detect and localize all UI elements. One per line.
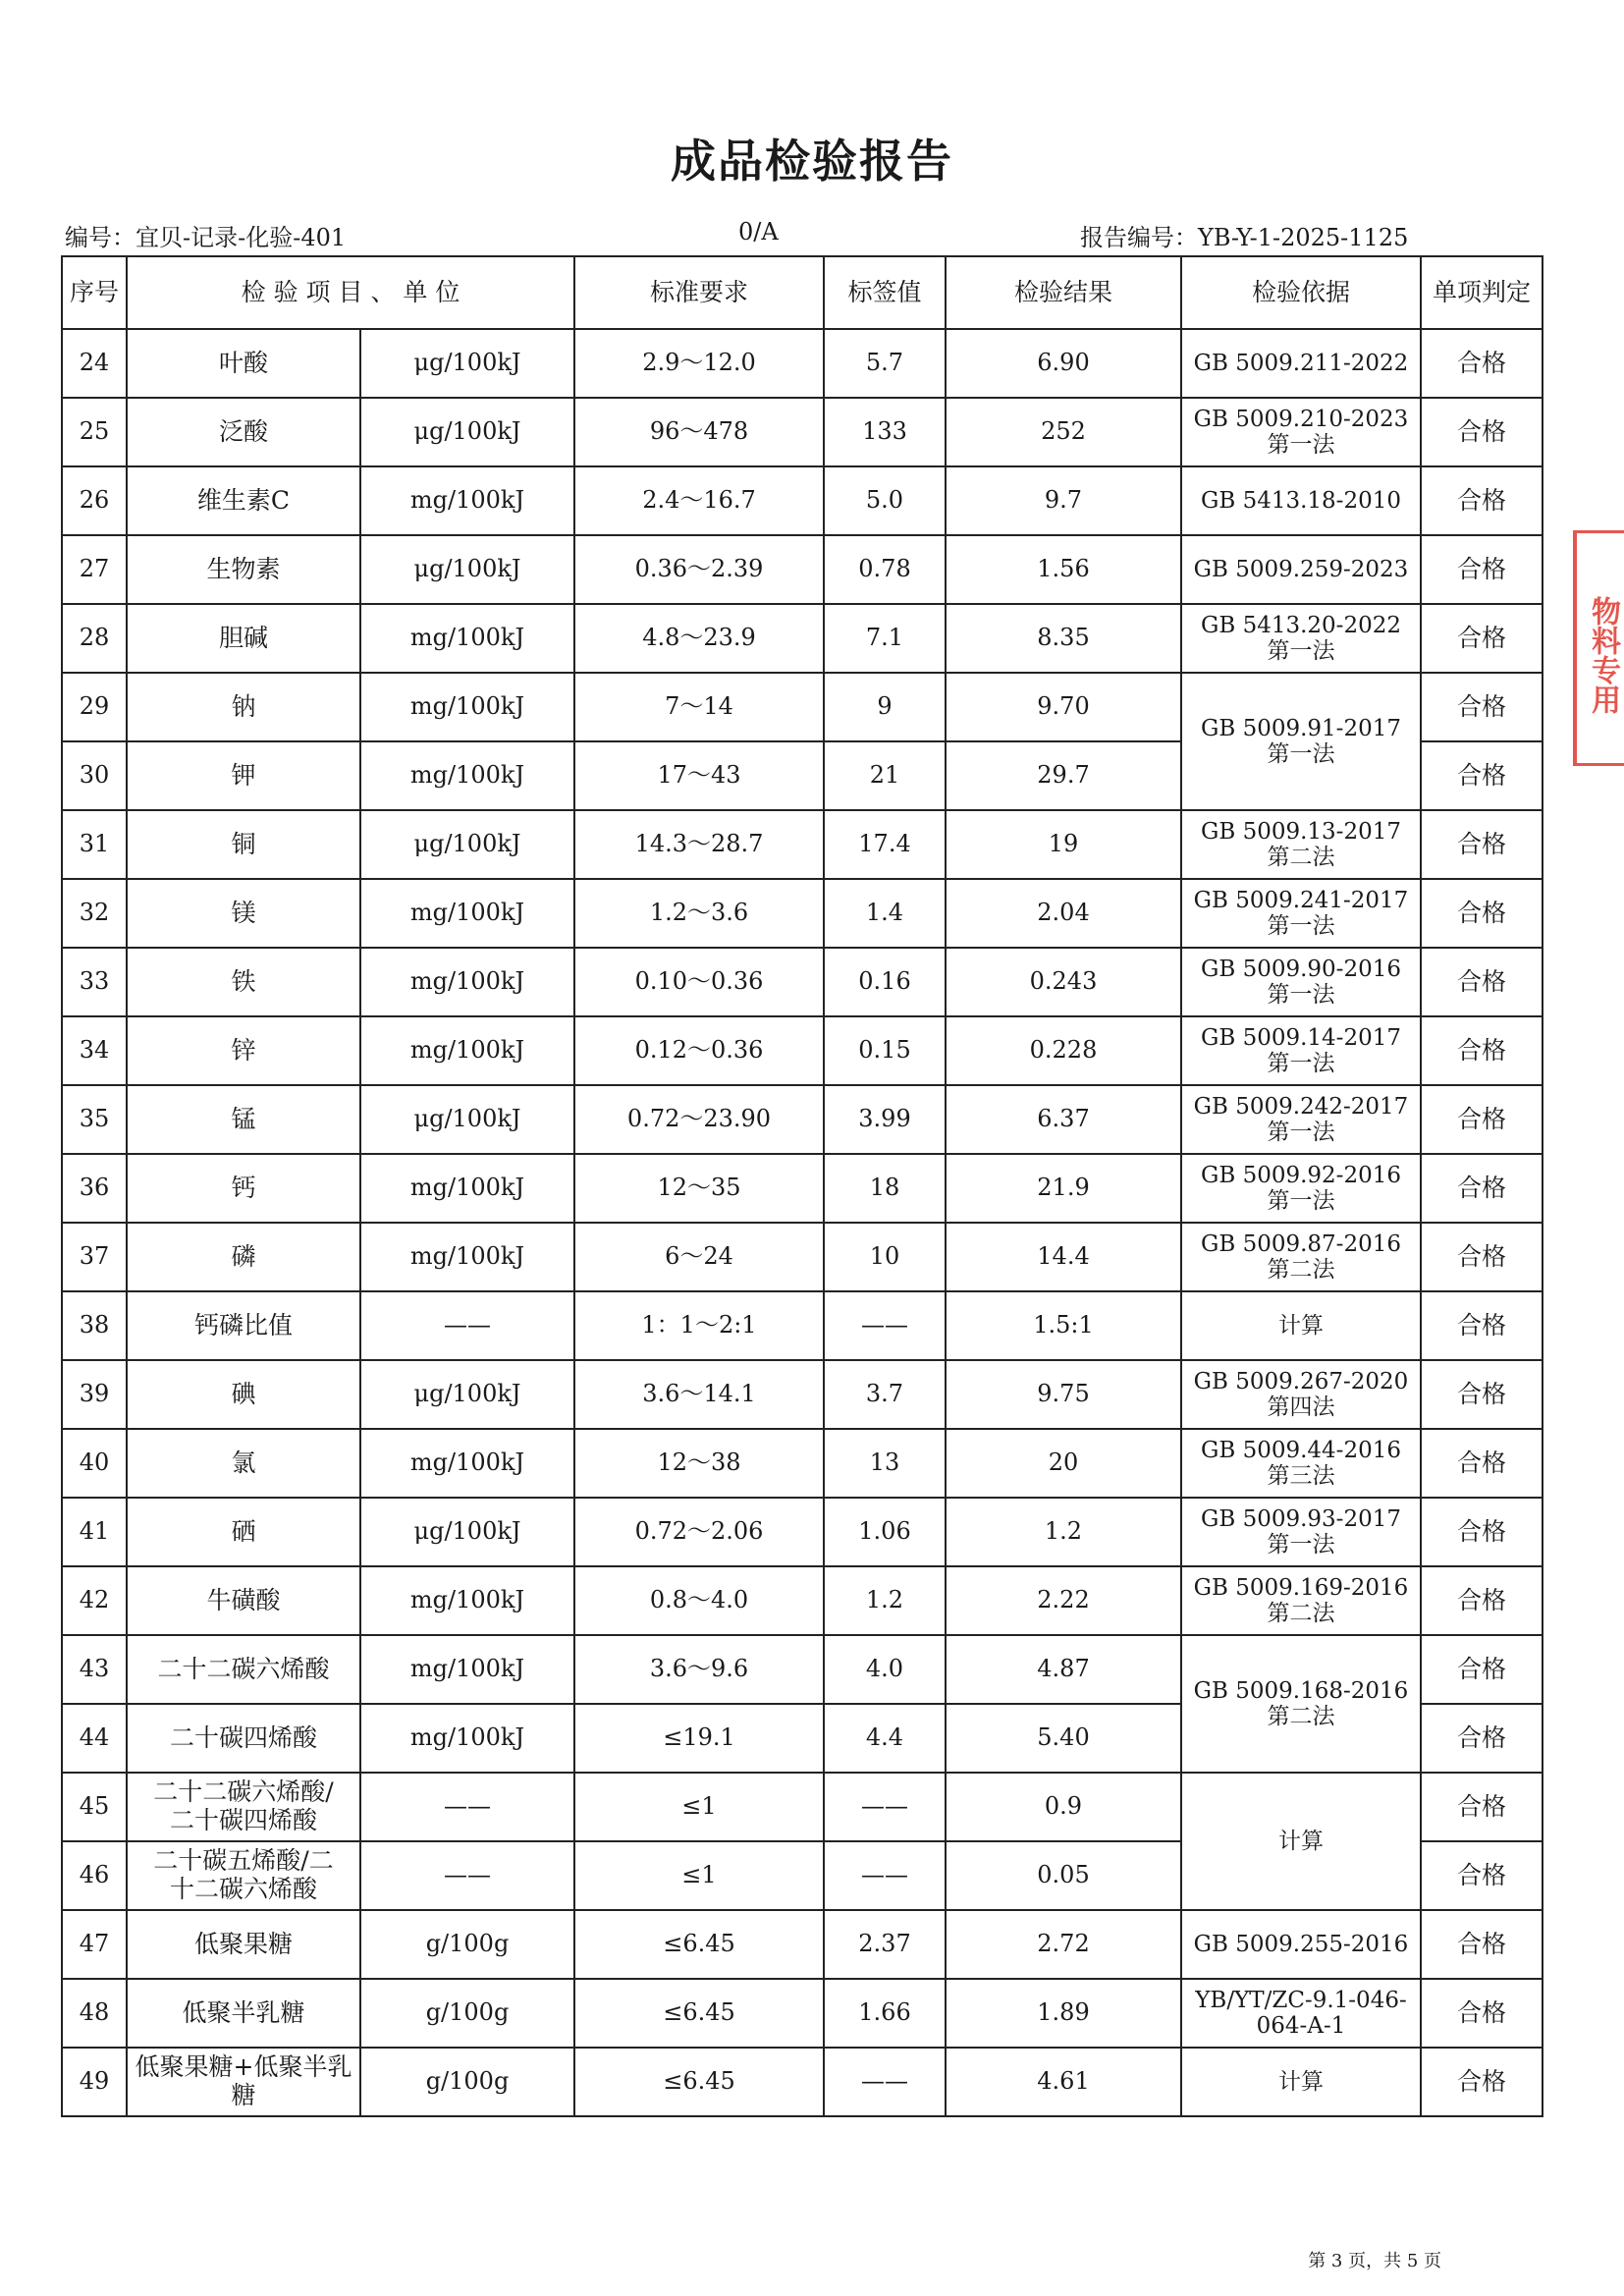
standard-requirement: 0.8～4.0 bbox=[574, 1566, 824, 1635]
table-row bbox=[62, 673, 1543, 741]
standard-requirement: 1.2～3.6 bbox=[574, 879, 824, 948]
item-name: 磷 bbox=[127, 1223, 360, 1291]
item-unit: μg/100kJ bbox=[360, 1085, 574, 1154]
verdict-cell: 合格 bbox=[1421, 1154, 1543, 1223]
item-unit: mg/100kJ bbox=[360, 1704, 574, 1773]
test-basis: GB 5413.20-2022 第一法 bbox=[1181, 604, 1421, 673]
item-name: 铁 bbox=[127, 948, 360, 1016]
verdict-cell: 合格 bbox=[1421, 1979, 1543, 2048]
item-unit: μg/100kJ bbox=[360, 398, 574, 466]
row-number: 44 bbox=[62, 1704, 127, 1773]
material-stamp: 物料专用 bbox=[1573, 530, 1624, 766]
item-name: 低聚半乳糖 bbox=[127, 1979, 360, 2048]
table-row bbox=[62, 398, 1543, 466]
label-value: 18 bbox=[824, 1154, 946, 1223]
test-result: 1.56 bbox=[946, 535, 1181, 604]
test-basis: GB 5009.92-2016 第一法 bbox=[1181, 1154, 1421, 1223]
test-basis: 计算 bbox=[1181, 1773, 1421, 1910]
table-row bbox=[62, 1979, 1543, 2048]
item-name: 维生素C bbox=[127, 466, 360, 535]
header-verdict: 单项判定 bbox=[1421, 256, 1543, 329]
test-basis: GB 5009.91-2017 第一法 bbox=[1181, 673, 1421, 810]
item-name: 二十碳五烯酸/二 十二碳六烯酸 bbox=[127, 1841, 360, 1910]
item-name: 镁 bbox=[127, 879, 360, 948]
test-basis: GB 5009.255-2016 bbox=[1181, 1910, 1421, 1979]
label-value: 1.2 bbox=[824, 1566, 946, 1635]
verdict-cell: 合格 bbox=[1421, 810, 1543, 879]
item-unit: μg/100kJ bbox=[360, 810, 574, 879]
label-value: —— bbox=[824, 2048, 946, 2116]
standard-requirement: 0.72～2.06 bbox=[574, 1498, 824, 1566]
test-result: 252 bbox=[946, 398, 1181, 466]
test-result: 14.4 bbox=[946, 1223, 1181, 1291]
row-number: 30 bbox=[62, 741, 127, 810]
row-number: 32 bbox=[62, 879, 127, 948]
test-basis: GB 5009.267-2020 第四法 bbox=[1181, 1360, 1421, 1429]
table-row bbox=[62, 329, 1543, 398]
test-result: 0.05 bbox=[946, 1841, 1181, 1910]
label-value: 3.7 bbox=[824, 1360, 946, 1429]
standard-requirement: 2.4～16.7 bbox=[574, 466, 824, 535]
test-result: 6.90 bbox=[946, 329, 1181, 398]
item-unit: μg/100kJ bbox=[360, 1360, 574, 1429]
verdict-cell: 合格 bbox=[1421, 1841, 1543, 1910]
standard-requirement: 4.8～23.9 bbox=[574, 604, 824, 673]
row-number: 36 bbox=[62, 1154, 127, 1223]
standard-requirement: ≤6.45 bbox=[574, 1910, 824, 1979]
label-value: 9 bbox=[824, 673, 946, 741]
test-result: 1.89 bbox=[946, 1979, 1181, 2048]
label-value: —— bbox=[824, 1773, 946, 1841]
row-number: 38 bbox=[62, 1291, 127, 1360]
test-result: 0.243 bbox=[946, 948, 1181, 1016]
item-name: 钾 bbox=[127, 741, 360, 810]
item-name: 二十二碳六烯酸/ 二十碳四烯酸 bbox=[127, 1773, 360, 1841]
test-basis: GB 5009.13-2017 第二法 bbox=[1181, 810, 1421, 879]
standard-requirement: 0.10～0.36 bbox=[574, 948, 824, 1016]
verdict-cell: 合格 bbox=[1421, 1429, 1543, 1498]
row-number: 47 bbox=[62, 1910, 127, 1979]
test-result: 6.37 bbox=[946, 1085, 1181, 1154]
label-value: 0.16 bbox=[824, 948, 946, 1016]
page-number: 第 3 页，共 5 页 bbox=[1308, 2251, 1441, 2271]
item-unit: g/100g bbox=[360, 2048, 574, 2116]
table-header-row bbox=[62, 256, 1543, 329]
verdict-cell: 合格 bbox=[1421, 741, 1543, 810]
report-number: 报告编号：YB-Y-1-2025-1125 bbox=[1080, 224, 1409, 251]
row-number: 33 bbox=[62, 948, 127, 1016]
verdict-cell: 合格 bbox=[1421, 604, 1543, 673]
header-label-value: 标签值 bbox=[824, 256, 946, 329]
row-number: 35 bbox=[62, 1085, 127, 1154]
item-unit: mg/100kJ bbox=[360, 879, 574, 948]
standard-requirement: ≤1 bbox=[574, 1773, 824, 1841]
record-number: 编号：宜贝-记录-化验-401 bbox=[65, 224, 347, 251]
header-no: 序号 bbox=[62, 256, 127, 329]
standard-requirement: 12～35 bbox=[574, 1154, 824, 1223]
label-value: 17.4 bbox=[824, 810, 946, 879]
standard-requirement: ≤6.45 bbox=[574, 1979, 824, 2048]
test-result: 1.5:1 bbox=[946, 1291, 1181, 1360]
verdict-cell: 合格 bbox=[1421, 948, 1543, 1016]
item-name: 泛酸 bbox=[127, 398, 360, 466]
table-row bbox=[62, 948, 1543, 1016]
standard-requirement: 96～478 bbox=[574, 398, 824, 466]
row-number: 25 bbox=[62, 398, 127, 466]
test-basis: GB 5009.87-2016 第二法 bbox=[1181, 1223, 1421, 1291]
verdict-cell: 合格 bbox=[1421, 1566, 1543, 1635]
row-number: 28 bbox=[62, 604, 127, 673]
test-result: 0.228 bbox=[946, 1016, 1181, 1085]
test-basis: GB 5009.211-2022 bbox=[1181, 329, 1421, 398]
table-row bbox=[62, 1085, 1543, 1154]
label-value: 5.7 bbox=[824, 329, 946, 398]
row-number: 26 bbox=[62, 466, 127, 535]
standard-requirement: 12～38 bbox=[574, 1429, 824, 1498]
label-value: 5.0 bbox=[824, 466, 946, 535]
row-number: 46 bbox=[62, 1841, 127, 1910]
item-unit: mg/100kJ bbox=[360, 1429, 574, 1498]
row-number: 29 bbox=[62, 673, 127, 741]
standard-requirement: 14.3～28.7 bbox=[574, 810, 824, 879]
test-basis: GB 5009.169-2016 第二法 bbox=[1181, 1566, 1421, 1635]
header-item-unit: 检 验 项 目 、 单 位 bbox=[127, 256, 574, 329]
table-row bbox=[62, 466, 1543, 535]
row-number: 27 bbox=[62, 535, 127, 604]
label-value: 4.4 bbox=[824, 1704, 946, 1773]
standard-requirement: 0.36～2.39 bbox=[574, 535, 824, 604]
test-result: 2.04 bbox=[946, 879, 1181, 948]
inspection-table bbox=[61, 255, 1543, 2117]
standard-requirement: 1：1～2:1 bbox=[574, 1291, 824, 1360]
standard-requirement: 0.72～23.90 bbox=[574, 1085, 824, 1154]
label-value: 1.66 bbox=[824, 1979, 946, 2048]
table-row bbox=[62, 1773, 1543, 1841]
row-number: 41 bbox=[62, 1498, 127, 1566]
label-value: 1.4 bbox=[824, 879, 946, 948]
standard-requirement: ≤19.1 bbox=[574, 1704, 824, 1773]
item-unit: mg/100kJ bbox=[360, 948, 574, 1016]
item-unit: mg/100kJ bbox=[360, 741, 574, 810]
item-unit: —— bbox=[360, 1773, 574, 1841]
item-unit: g/100g bbox=[360, 1979, 574, 2048]
verdict-cell: 合格 bbox=[1421, 466, 1543, 535]
item-unit: g/100g bbox=[360, 1910, 574, 1979]
row-number: 43 bbox=[62, 1635, 127, 1704]
table-row bbox=[62, 1498, 1543, 1566]
item-name: 硒 bbox=[127, 1498, 360, 1566]
item-unit: μg/100kJ bbox=[360, 535, 574, 604]
item-unit: mg/100kJ bbox=[360, 1635, 574, 1704]
test-result: 2.22 bbox=[946, 1566, 1181, 1635]
item-name: 生物素 bbox=[127, 535, 360, 604]
label-value: 7.1 bbox=[824, 604, 946, 673]
row-number: 37 bbox=[62, 1223, 127, 1291]
item-name: 低聚果糖 bbox=[127, 1910, 360, 1979]
standard-requirement: 7～14 bbox=[574, 673, 824, 741]
test-result: 4.87 bbox=[946, 1635, 1181, 1704]
row-number: 42 bbox=[62, 1566, 127, 1635]
table-row bbox=[62, 1016, 1543, 1085]
verdict-cell: 合格 bbox=[1421, 1635, 1543, 1704]
test-result: 19 bbox=[946, 810, 1181, 879]
item-unit: mg/100kJ bbox=[360, 1016, 574, 1085]
item-unit: mg/100kJ bbox=[360, 1566, 574, 1635]
item-unit: mg/100kJ bbox=[360, 1154, 574, 1223]
label-value: —— bbox=[824, 1291, 946, 1360]
table-row bbox=[62, 535, 1543, 604]
header-result: 检验结果 bbox=[946, 256, 1181, 329]
row-number: 45 bbox=[62, 1773, 127, 1841]
table-row bbox=[62, 879, 1543, 948]
test-basis: GB 5413.18-2010 bbox=[1181, 466, 1421, 535]
label-value: 10 bbox=[824, 1223, 946, 1291]
label-value: 21 bbox=[824, 741, 946, 810]
test-result: 1.2 bbox=[946, 1498, 1181, 1566]
item-unit: μg/100kJ bbox=[360, 329, 574, 398]
table-row bbox=[62, 1566, 1543, 1635]
report-title: 成品检验报告 bbox=[671, 135, 953, 188]
item-name: 二十碳四烯酸 bbox=[127, 1704, 360, 1773]
test-result: 9.75 bbox=[946, 1360, 1181, 1429]
verdict-cell: 合格 bbox=[1421, 398, 1543, 466]
verdict-cell: 合格 bbox=[1421, 1085, 1543, 1154]
standard-requirement: ≤6.45 bbox=[574, 2048, 824, 2116]
item-unit: —— bbox=[360, 1291, 574, 1360]
test-result: 9.70 bbox=[946, 673, 1181, 741]
row-number: 31 bbox=[62, 810, 127, 879]
verdict-cell: 合格 bbox=[1421, 1223, 1543, 1291]
row-number: 34 bbox=[62, 1016, 127, 1085]
verdict-cell: 合格 bbox=[1421, 535, 1543, 604]
item-name: 牛磺酸 bbox=[127, 1566, 360, 1635]
verdict-cell: 合格 bbox=[1421, 1498, 1543, 1566]
table-row bbox=[62, 1635, 1543, 1704]
label-value: 0.15 bbox=[824, 1016, 946, 1085]
item-name: 铜 bbox=[127, 810, 360, 879]
standard-requirement: ≤1 bbox=[574, 1841, 824, 1910]
table-row bbox=[62, 1291, 1543, 1360]
item-name: 叶酸 bbox=[127, 329, 360, 398]
verdict-cell: 合格 bbox=[1421, 329, 1543, 398]
label-value: 4.0 bbox=[824, 1635, 946, 1704]
table-row bbox=[62, 604, 1543, 673]
test-result: 5.40 bbox=[946, 1704, 1181, 1773]
item-name: 胆碱 bbox=[127, 604, 360, 673]
item-unit: mg/100kJ bbox=[360, 673, 574, 741]
item-unit: mg/100kJ bbox=[360, 1223, 574, 1291]
test-result: 4.61 bbox=[946, 2048, 1181, 2116]
item-unit: mg/100kJ bbox=[360, 604, 574, 673]
test-basis: GB 5009.93-2017 第一法 bbox=[1181, 1498, 1421, 1566]
label-value: 13 bbox=[824, 1429, 946, 1498]
verdict-cell: 合格 bbox=[1421, 1910, 1543, 1979]
verdict-cell: 合格 bbox=[1421, 1773, 1543, 1841]
item-name: 二十二碳六烯酸 bbox=[127, 1635, 360, 1704]
test-basis: GB 5009.168-2016 第二法 bbox=[1181, 1635, 1421, 1773]
row-number: 40 bbox=[62, 1429, 127, 1498]
item-name: 锰 bbox=[127, 1085, 360, 1154]
standard-requirement: 2.9～12.0 bbox=[574, 329, 824, 398]
test-basis: GB 5009.44-2016 第三法 bbox=[1181, 1429, 1421, 1498]
table-row bbox=[62, 1154, 1543, 1223]
label-value: 0.78 bbox=[824, 535, 946, 604]
test-basis: GB 5009.90-2016 第一法 bbox=[1181, 948, 1421, 1016]
label-value: 1.06 bbox=[824, 1498, 946, 1566]
header-basis: 检验依据 bbox=[1181, 256, 1421, 329]
version-label: 0/A bbox=[738, 218, 779, 246]
verdict-cell: 合格 bbox=[1421, 2048, 1543, 2116]
item-name: 氯 bbox=[127, 1429, 360, 1498]
item-unit: —— bbox=[360, 1841, 574, 1910]
test-basis: GB 5009.259-2023 bbox=[1181, 535, 1421, 604]
standard-requirement: 3.6～9.6 bbox=[574, 1635, 824, 1704]
test-basis: 计算 bbox=[1181, 1291, 1421, 1360]
test-basis: 计算 bbox=[1181, 2048, 1421, 2116]
label-value: 3.99 bbox=[824, 1085, 946, 1154]
item-unit: μg/100kJ bbox=[360, 1498, 574, 1566]
test-result: 29.7 bbox=[946, 741, 1181, 810]
test-basis: GB 5009.241-2017 第一法 bbox=[1181, 879, 1421, 948]
table-row bbox=[62, 1429, 1543, 1498]
item-name: 碘 bbox=[127, 1360, 360, 1429]
table-row bbox=[62, 1360, 1543, 1429]
item-name: 低聚果糖+低聚半乳 糖 bbox=[127, 2048, 360, 2116]
row-number: 39 bbox=[62, 1360, 127, 1429]
test-basis: GB 5009.14-2017 第一法 bbox=[1181, 1016, 1421, 1085]
item-name: 钠 bbox=[127, 673, 360, 741]
verdict-cell: 合格 bbox=[1421, 1016, 1543, 1085]
verdict-cell: 合格 bbox=[1421, 1704, 1543, 1773]
header-standard: 标准要求 bbox=[574, 256, 824, 329]
standard-requirement: 0.12～0.36 bbox=[574, 1016, 824, 1085]
test-result: 21.9 bbox=[946, 1154, 1181, 1223]
item-name: 钙 bbox=[127, 1154, 360, 1223]
table-row bbox=[62, 1223, 1543, 1291]
table-row bbox=[62, 2048, 1543, 2116]
verdict-cell: 合格 bbox=[1421, 879, 1543, 948]
verdict-cell: 合格 bbox=[1421, 1291, 1543, 1360]
test-basis: GB 5009.210-2023 第一法 bbox=[1181, 398, 1421, 466]
test-basis: YB/YT/ZC-9.1-046- 064-A-1 bbox=[1181, 1979, 1421, 2048]
table-body bbox=[62, 329, 1543, 2116]
test-result: 9.7 bbox=[946, 466, 1181, 535]
item-name: 锌 bbox=[127, 1016, 360, 1085]
standard-requirement: 6～24 bbox=[574, 1223, 824, 1291]
row-number: 49 bbox=[62, 2048, 127, 2116]
test-result: 2.72 bbox=[946, 1910, 1181, 1979]
test-result: 8.35 bbox=[946, 604, 1181, 673]
row-number: 48 bbox=[62, 1979, 127, 2048]
item-unit: mg/100kJ bbox=[360, 466, 574, 535]
table-row bbox=[62, 1910, 1543, 1979]
label-value: 133 bbox=[824, 398, 946, 466]
standard-requirement: 17～43 bbox=[574, 741, 824, 810]
row-number: 24 bbox=[62, 329, 127, 398]
label-value: 2.37 bbox=[824, 1910, 946, 1979]
verdict-cell: 合格 bbox=[1421, 1360, 1543, 1429]
test-basis: GB 5009.242-2017 第一法 bbox=[1181, 1085, 1421, 1154]
table-row bbox=[62, 810, 1543, 879]
item-name: 钙磷比值 bbox=[127, 1291, 360, 1360]
test-result: 20 bbox=[946, 1429, 1181, 1498]
test-result: 0.9 bbox=[946, 1773, 1181, 1841]
standard-requirement: 3.6～14.1 bbox=[574, 1360, 824, 1429]
verdict-cell: 合格 bbox=[1421, 673, 1543, 741]
label-value: —— bbox=[824, 1841, 946, 1910]
